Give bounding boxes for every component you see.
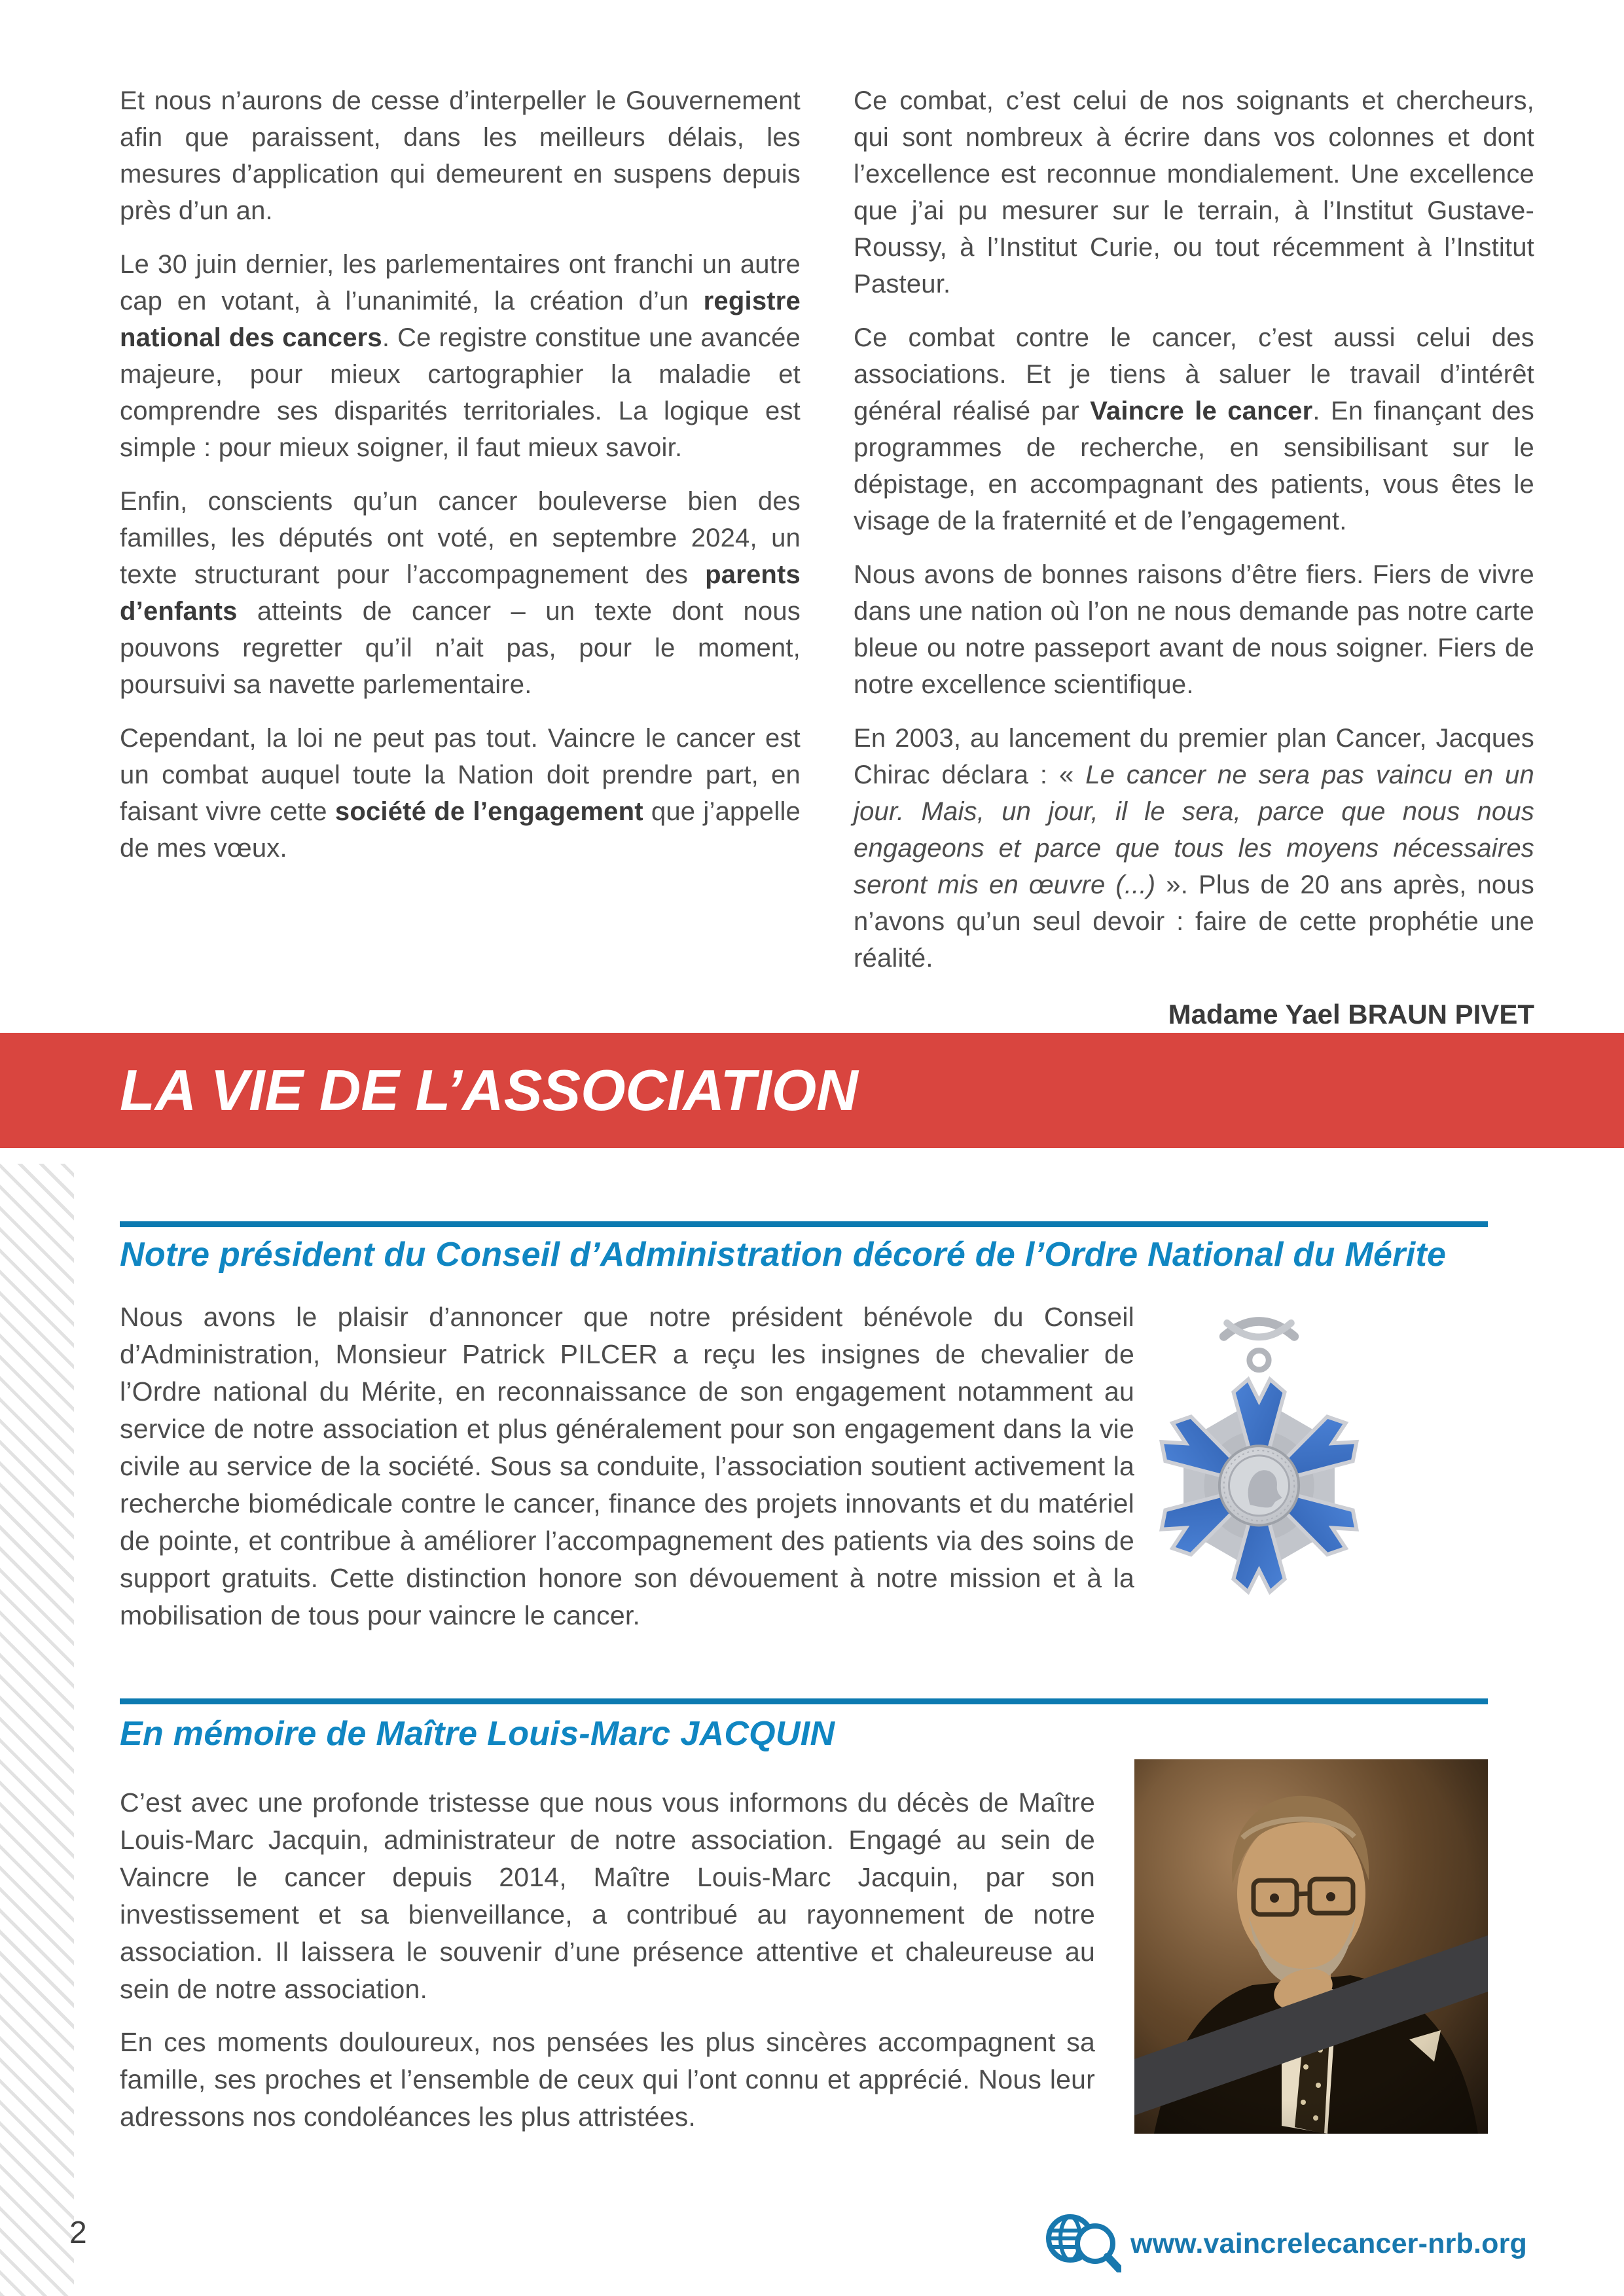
website-link[interactable]: www.vaincrelecancer-nrb.org xyxy=(1130,2228,1528,2259)
section-banner-title: LA VIE DE L’ASSOCIATION xyxy=(120,1058,858,1122)
section-divider-line xyxy=(120,1221,1488,1227)
editorial-columns xyxy=(120,82,1535,1068)
section-banner xyxy=(0,1033,1624,1148)
section-paragraph: C’est avec une profonde tristesse que nous vous informons du décès de Maître Louis-Marc Jacquin, administrateur de notre association. Engagé au sein de Vaincre le cancer depuis 2014, Maître Louis-Marc Jacquin, par son investissement et sa bienveillance, a contribué au rayonnement de notre association. Il laissera le souvenir d’une présence attentive et chaleureuse au sein de notre association. xyxy=(120,1787,1095,2004)
byline-author: Madame Yael BRAUN PIVET xyxy=(1168,999,1534,1030)
section-paragraph: Nous avons le plaisir d’annoncer que notre président bénévole du Conseil d’Administration, Monsieur Patrick PILCER a reçu les insignes de chevalier de l’Ordre national du Mérite, en reconnaissance de son engagement notamment au service de notre association et plus généralement pour son engagement dans la vie civile au service de la société. Sous sa conduite, l’association soutient activement la recherche biomédicale contre le cancer, finance des projets innovants et du matériel de pointe, et contribue à améliorer l’accompagnement des patients via des soins de support gratuits. Cette distinction honore son dévouement à notre mission et à la mobilisation de tous pour vaincre le cancer. xyxy=(120,1302,1134,1630)
section-memoire-body xyxy=(120,1784,1095,2151)
editorial-paragraph: Ce combat, c’est celui de nos soignants et chercheurs, qui sont nombreux à écrire dans vos colonnes et dont l’excellence est reconnue mondialement. Une excellence que j’ai pu mesurer sur le terrain, à l’Institut Gustave-Roussy, à l’Institut Curie, ou tout récemment à l’Institut Pasteur. xyxy=(854,86,1534,298)
section-title-merite: Notre président du Conseil d’Administration décoré de l’Ordre National du Mérite xyxy=(120,1236,1447,1274)
globe-search-icon xyxy=(1043,2212,1121,2276)
memorial-portrait-image xyxy=(1134,1759,1488,2134)
page-number: 2 xyxy=(69,2215,87,2250)
editorial-paragraph: Cependant, la loi ne peut pas tout. Vaincre le cancer est un combat auquel toute la Nation doit prendre part, en faisant vivre cette société de l’engagement que j’appelle de mes vœux. xyxy=(120,724,801,863)
section-paragraph: En ces moments douloureux, nos pensées les plus sincères accompagnent sa famille, ses proches et l’ensemble de ceux qui l’ont connu et apprécié. Nous leur adressons nos condoléances les plus attristées. xyxy=(120,2027,1095,2132)
diagonal-stripes-decoration xyxy=(0,1164,74,2296)
editorial-paragraph: Nous avons de bonnes raisons d’être fiers. Fiers de vivre dans une nation où l’on ne nous demande pas notre carte bleue ou notre passeport avant de nous soigner. Fiers de notre excellence scientifique. xyxy=(854,560,1534,699)
section-title-memoire: En mémoire de Maître Louis-Marc JACQUIN xyxy=(120,1715,835,1753)
section-merite-body xyxy=(120,1299,1362,1650)
section-divider-line xyxy=(120,1698,1488,1704)
merite-medal-image xyxy=(1157,1301,1362,1602)
editorial-paragraph: En 2003, au lancement du premier plan Cancer, Jacques Chirac déclara : « Le cancer ne sera pas vaincu en un jour. Mais, un jour, il le sera, parce que nous nous engageons et parce que tous les moyens nécessaires seront mis en œuvre (...) ». Plus de 20 ans après, nous n’avons qu’un seul devoir : faire de cette prophétie une réalité. xyxy=(854,724,1535,973)
editorial-paragraph: Enfin, conscients qu’un cancer bouleverse bien des familles, les députés ont voté, en septembre 2024, un texte structurant pour l’accompagnement des parents d’enfants atteints de cancer – un texte dont nous pouvons regretter qu’il n’ait pas, pour le moment, poursuivi sa navette parlementaire. xyxy=(120,487,801,699)
editorial-left-column xyxy=(120,82,801,1068)
editorial-paragraph: Ce combat contre le cancer, c’est aussi celui des associations. Et je tiens à saluer le travail d’intérêt général réalisé par Vaincre le cancer. En finançant des programmes de recherche, en sensibilisant sur le dépistage, en accompagnant des patients, vous êtes le visage de la fraternité et de l’engagement. xyxy=(854,323,1535,535)
editorial-paragraph: Et nous n’aurons de cesse d’interpeller le Gouvernement afin que paraissent, dans les meilleurs délais, les mesures d’application qui demeurent en suspens depuis près d’un an. xyxy=(120,86,801,225)
editorial-right-column xyxy=(854,82,1534,1068)
footer-website xyxy=(1043,2212,1527,2276)
editorial-paragraph: Le 30 juin dernier, les parlementaires ont franchi un autre cap en votant, à l’unanimité, la création d’un registre national des cancers. Ce registre constitue une avancée majeure, pour mieux cartographier la maladie et comprendre ses disparités territoriales. La logique est simple : pour mieux soigner, il faut mieux savoir. xyxy=(120,250,801,462)
